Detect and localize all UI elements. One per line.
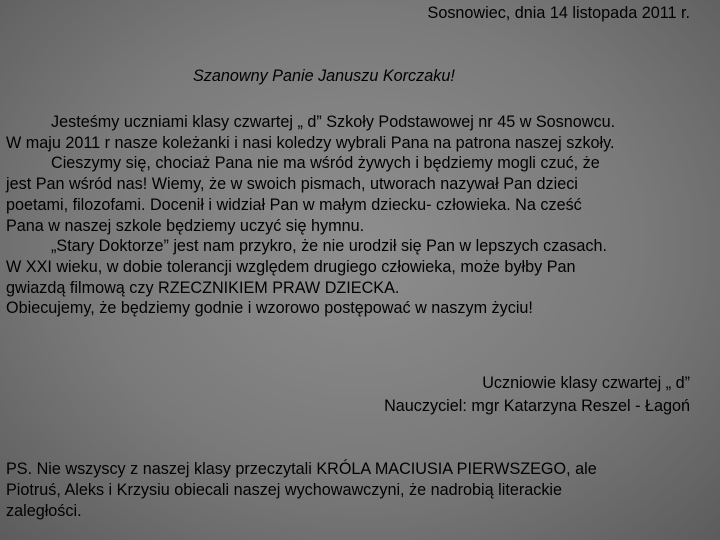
ps-line: PS. Nie wszyscy z naszej klasy przeczytali KRÓLA MACIUSIA PIERWSZEGO, ale [6, 460, 597, 478]
body-line: W XXI wieku, w dobie tolerancji względem drugiego człowieka, może byłby Pan [6, 257, 576, 276]
letter-body [6, 112, 714, 319]
ps-line: Piotruś, Aleks i Krzysiu obiecali naszej wychowawczyni, że nadrobią literackie [6, 481, 563, 499]
body-line: „Stary Doktorze” jest nam przykro, że nie urodził się Pan w lepszych czasach. [51, 237, 607, 256]
body-line: gwiazdą filmową czy RZECZNIKIEM PRAW DZIECKA. [6, 278, 400, 297]
body-line: Obiecujemy, że będziemy godnie i wzorowo postępować w naszym życiu! [6, 299, 533, 318]
body-line: poetami, filozofami. Docenił i widział Pan w małym dziecku- człowieka. Na cześć [6, 195, 582, 214]
body-line: Jesteśmy uczniami klasy czwartej „ d” Szkoły Podstawowej nr 45 w Sosnowcu. [51, 113, 616, 131]
letter-greeting: Szanowny Panie Januszu Korczaku! [193, 67, 455, 85]
signature-teacher: Nauczyciel: mgr Katarzyna Reszel - Łagoń [384, 397, 690, 415]
body-line: Pana w naszej szkole będziemy uczyć się hymnu. [6, 216, 365, 235]
body-line: jest Pan wśród nas! Wiemy, że w swoich pismach, utworach nazywał Pan dzieci [6, 175, 578, 194]
letter-date: Sosnowiec, dnia 14 listopada 2011 r. [427, 4, 690, 22]
signature-students: Uczniowie klasy czwartej „ d” [482, 374, 690, 392]
body-line: Cieszymy się, chociaż Pana nie ma wśród żywych i będziemy mogli czuć, że [51, 154, 600, 173]
ps-line: zaległości. [6, 502, 82, 520]
body-line: W maju 2011 r nasze koleżanki i nasi koledzy wybrali Pana na patrona naszej szkoły. [6, 133, 615, 152]
postscript [6, 459, 714, 522]
